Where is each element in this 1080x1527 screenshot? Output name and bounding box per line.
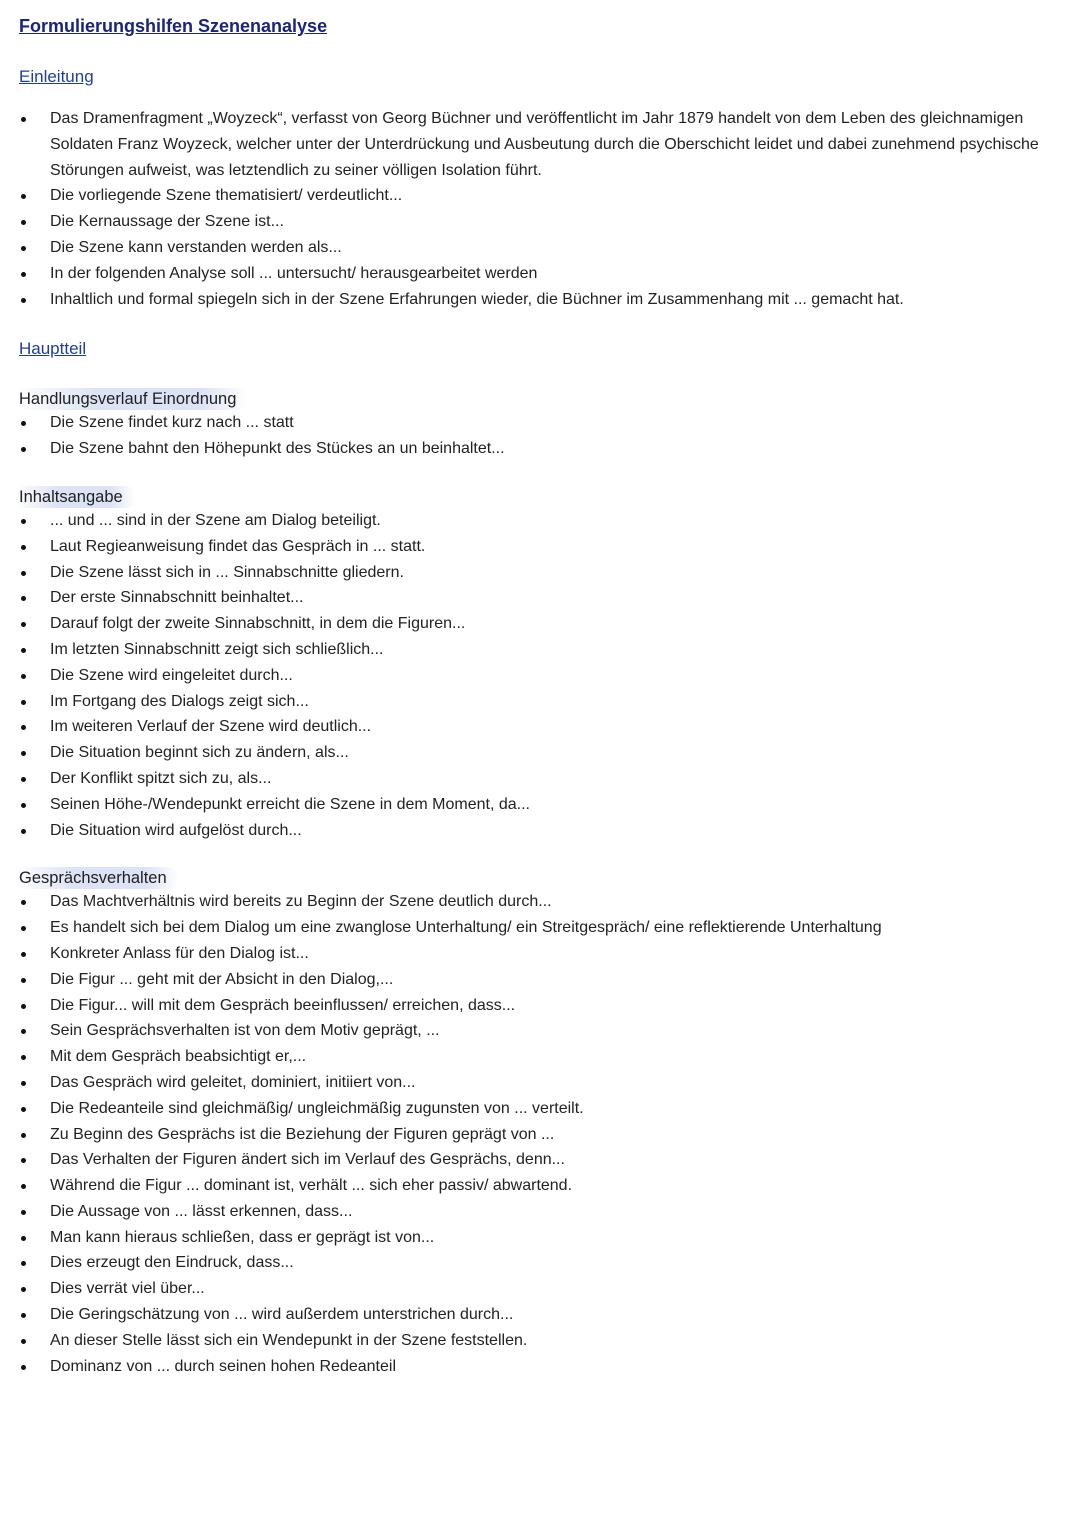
- list-item: Das Gespräch wird geleitet, dominiert, initiiert von...: [19, 1070, 1060, 1096]
- list-item: Die Figur ... geht mit der Absicht in den Dialog,...: [19, 967, 1060, 993]
- list-item: Im weiteren Verlauf der Szene wird deutlich...: [19, 714, 1060, 740]
- list-item: Die Redeanteile sind gleichmäßig/ ungleichmäßig zugunsten von ... verteilt.: [19, 1096, 1060, 1122]
- list-item: In der folgenden Analyse soll ... untersucht/ herausgearbeitet werden: [19, 261, 1060, 287]
- list-item: Seinen Höhe-/Wendepunkt erreicht die Szene in dem Moment, da...: [19, 792, 1060, 818]
- inhaltsangabe-block: [19, 486, 1060, 843]
- subheading-inhaltsangabe: Inhaltsangabe: [15, 486, 135, 508]
- einleitung-list: [19, 106, 1060, 312]
- list-item: An dieser Stelle lässt sich ein Wendepunkt in der Szene feststellen.: [19, 1328, 1060, 1354]
- list-item: Die Situation wird aufgelöst durch...: [19, 818, 1060, 844]
- list-item: Die Szene lässt sich in ... Sinnabschnitte gliedern.: [19, 560, 1060, 586]
- list-item: Das Verhalten der Figuren ändert sich im Verlauf des Gesprächs, denn...: [19, 1147, 1060, 1173]
- list-item: Während die Figur ... dominant ist, verhält ... sich eher passiv/ abwartend.: [19, 1173, 1060, 1199]
- list-item: Im Fortgang des Dialogs zeigt sich...: [19, 689, 1060, 715]
- list-item: Dies erzeugt den Eindruck, dass...: [19, 1250, 1060, 1276]
- list-item: Inhaltlich und formal spiegeln sich in der Szene Erfahrungen wieder, die Büchner im Zusammenhang mit ... gemacht hat.: [19, 287, 1060, 313]
- section-heading-einleitung: Einleitung: [19, 67, 94, 86]
- subheading-gespraechsverhalten: Gesprächsverhalten: [15, 867, 179, 889]
- list-item: Der Konflikt spitzt sich zu, als...: [19, 766, 1060, 792]
- document-title: Formulierungshilfen Szenenanalyse: [19, 16, 328, 36]
- subheading-handlungsverlauf: Handlungsverlauf Einordnung: [15, 388, 248, 410]
- list-item: Die Geringschätzung von ... wird außerdem unterstrichen durch...: [19, 1302, 1060, 1328]
- list-item: Darauf folgt der zweite Sinnabschnitt, in dem die Figuren...: [19, 611, 1060, 637]
- list-item: Die Aussage von ... lässt erkennen, dass...: [19, 1199, 1060, 1225]
- list-item: Es handelt sich bei dem Dialog um eine zwanglose Unterhaltung/ ein Streitgespräch/ eine reflektierende Unterhaltung: [19, 915, 1060, 941]
- list-item: Das Dramenfragment „Woyzeck“, verfasst von Georg Büchner und veröffentlicht im Jahr 1879 handelt von dem Leben des gleichnamigen Soldaten Franz Woyzeck, welcher unter der Unterdrückung und Ausbeutung durch die Oberschicht leidet und dabei zunehmend psychische Störungen aufweist, was letztendlich zu seiner völligen Isolation führt.: [19, 106, 1060, 183]
- list-item: Die Szene findet kurz nach ... statt: [19, 410, 1060, 436]
- list-item: Das Machtverhältnis wird bereits zu Beginn der Szene deutlich durch...: [19, 889, 1060, 915]
- list-item: Die Szene bahnt den Höhepunkt des Stückes an un beinhaltet...: [19, 436, 1060, 462]
- list-item: Man kann hieraus schließen, dass er geprägt ist von...: [19, 1225, 1060, 1251]
- list-item: Mit dem Gespräch beabsichtigt er,...: [19, 1044, 1060, 1070]
- list-item: Die Figur... will mit dem Gespräch beeinflussen/ erreichen, dass...: [19, 993, 1060, 1019]
- list-item: Konkreter Anlass für den Dialog ist...: [19, 941, 1060, 967]
- list-item: Dominanz von ... durch seinen hohen Redeanteil: [19, 1354, 1060, 1380]
- list-item: Die Szene kann verstanden werden als...: [19, 235, 1060, 261]
- list-item: Die Situation beginnt sich zu ändern, als...: [19, 740, 1060, 766]
- list-item: Laut Regieanweisung findet das Gespräch in ... statt.: [19, 534, 1060, 560]
- inhaltsangabe-list: [19, 508, 1060, 843]
- list-item: Die vorliegende Szene thematisiert/ verdeutlicht...: [19, 183, 1060, 209]
- list-item: Sein Gesprächsverhalten ist von dem Motiv geprägt, ...: [19, 1018, 1060, 1044]
- list-item: Die Kernaussage der Szene ist...: [19, 209, 1060, 235]
- gespraechsverhalten-list: [19, 889, 1060, 1379]
- gespraechsverhalten-block: [19, 867, 1060, 1379]
- list-item: Dies verrät viel über...: [19, 1276, 1060, 1302]
- list-item: Die Szene wird eingeleitet durch...: [19, 663, 1060, 689]
- section-heading-hauptteil: Hauptteil: [19, 339, 87, 359]
- list-item: Im letzten Sinnabschnitt zeigt sich schließlich...: [19, 637, 1060, 663]
- list-item: ... und ... sind in der Szene am Dialog beteiligt.: [19, 508, 1060, 534]
- handlungsverlauf-list: [19, 410, 1060, 462]
- list-item: Der erste Sinnabschnitt beinhaltet...: [19, 585, 1060, 611]
- list-item: Zu Beginn des Gesprächs ist die Beziehung der Figuren geprägt von ...: [19, 1122, 1060, 1148]
- handlungsverlauf-block: [19, 388, 1060, 462]
